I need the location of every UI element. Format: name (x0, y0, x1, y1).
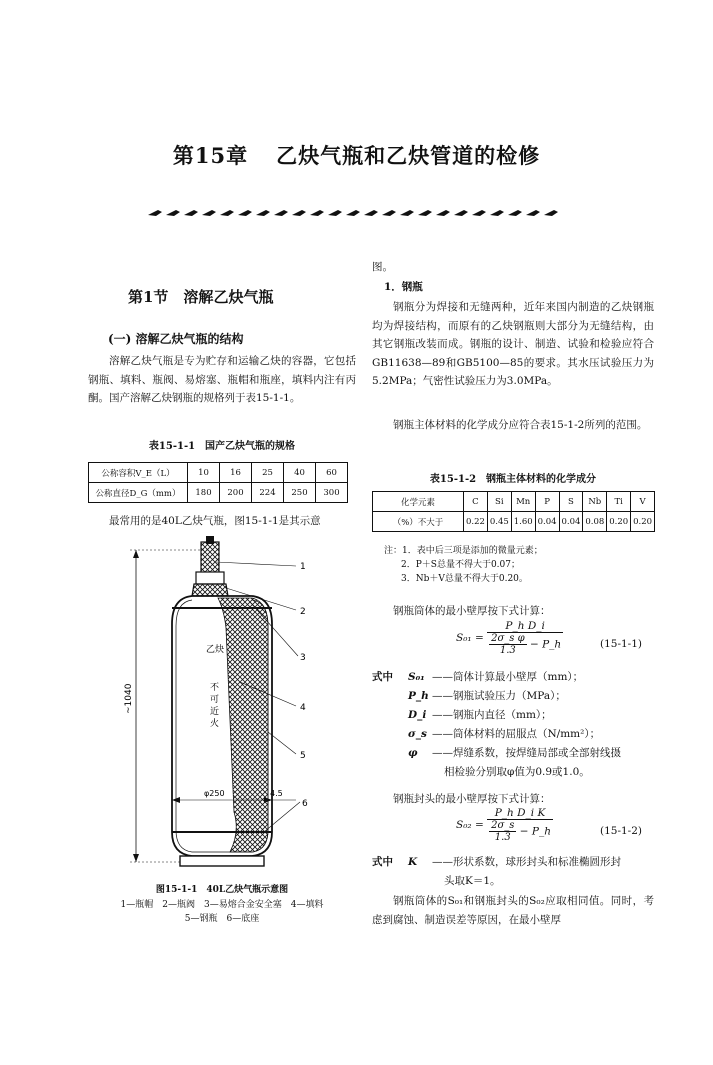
valve-neck (192, 584, 228, 596)
eq1-fraction (487, 620, 563, 656)
callout-2: 2 (300, 607, 306, 617)
paragraph-2: 钢瓶主体材料的化学成分应符合表15-1-2所列的范围。 (393, 419, 648, 431)
where-list-2 (372, 853, 662, 891)
subsection-title: (一) 溶解乙炔气瓶的结构 (108, 332, 244, 346)
eq1-inner-den: 1.3 (499, 645, 516, 656)
eq1-number: (15-1-1) (600, 638, 643, 650)
foot-ring (180, 856, 264, 866)
where-row: 式中 S₀₁ ——筒体计算最小壁厚（mm）； (372, 671, 584, 683)
chapter-number: 第15章 (172, 143, 249, 168)
eq1-minus: − P_h (529, 638, 562, 651)
warning-char: 不 (210, 683, 220, 693)
eq2-minus: − P_h (519, 825, 551, 838)
eq2-inner-num: 2σ_s (491, 820, 515, 831)
callout-5: 5 (300, 751, 306, 761)
warning-char: 可 (210, 695, 220, 705)
table-cell: P (535, 492, 559, 512)
equation-2 (456, 807, 553, 843)
chapter-title: 乙炔气瓶和乙炔管道的检修 (276, 143, 541, 168)
table-cell-label: 公称容积V_E（L） (89, 463, 188, 483)
where-row: φ ——焊缝系数，按焊缝局部或全部射线摄 (408, 747, 621, 759)
where-row: 相检验分别取φ值为0.9或1.0。 (444, 766, 590, 778)
table1-caption: 表15-1-1 国产乙炔气瓶的规格 (148, 441, 296, 452)
table-cell: 200 (220, 483, 252, 503)
callout-3: 3 (300, 653, 306, 663)
note-line: 注：1．表中后三项是添加的微量元素； (384, 546, 543, 556)
cylinder-figure (100, 532, 350, 877)
table-cell: 1.60 (511, 512, 535, 532)
table-cell: 40 (284, 463, 316, 483)
table-cell: Ti (607, 492, 631, 512)
table-cell: 0.08 (583, 512, 607, 532)
figure-caption: 图15-1-1 40L乙炔气瓶示意图 (155, 885, 289, 895)
paragraph-3: 钢瓶筒体的S₀₁和钢瓶封头的S₀₂应取相同值。同时，考虑到腐蚀、制造误差等原因，在最小壁厚 (372, 895, 654, 926)
equation-1 (456, 620, 563, 656)
eq1-inner-num: 2σ_s φ (491, 633, 525, 644)
eq2-inner-den: 1.3 (494, 832, 511, 843)
eq2-intro: 钢瓶封头的最小壁厚按下式计算： (393, 793, 551, 805)
table-cell: 0.04 (559, 512, 583, 532)
eq2-lhs: S₀₂ = (456, 819, 484, 831)
table-cell: 0.04 (535, 512, 559, 532)
table2-caption: 表15-1-2 钢瓶主体材料的化学成分 (429, 474, 597, 485)
table-cell: 0.20 (631, 512, 655, 532)
where-row: 式中 K ——形状系数，球形封头和标准椭圆形封 (372, 856, 621, 868)
eq1-intro: 钢瓶筒体的最小壁厚按下式计算： (393, 605, 551, 617)
table-cell: 10 (188, 463, 220, 483)
table-cell: 180 (188, 483, 220, 503)
table-cell: 224 (252, 483, 284, 503)
height-dimension: ~1040 (124, 683, 134, 714)
note-line: 3．Nb＋V总量不得大于0.20。 (401, 574, 528, 584)
intro-paragraph: 溶解乙炔气瓶是专为贮存和运输乙炔的容器，它包括钢瓶、填料、瓶阀、易熔塞、瓶帽和瓶座，填料内注有丙酮。国产溶解乙炔钢瓶的规格列于表15-1-1。 (88, 355, 356, 404)
table-cell: 25 (252, 463, 284, 483)
table-row (89, 483, 348, 503)
callout-4: 4 (300, 703, 306, 713)
eq1-lhs: S₀₁ = (456, 632, 484, 644)
table-cell: 16 (220, 463, 252, 483)
note-line: 2．P＋S总量不得大于0.07； (401, 560, 520, 570)
acetylene-label: 乙炔 (206, 645, 225, 655)
table-cell: 0.20 (607, 512, 631, 532)
eq2-denominator (487, 820, 553, 843)
table-notes (384, 544, 543, 586)
eq2-fraction (487, 807, 553, 843)
where-row: σ_s ——筒体材料的屈服点（N/mm²）； (408, 728, 601, 740)
table-cell: 250 (284, 483, 316, 503)
eq1-denominator (487, 633, 563, 656)
continued-text: 图。 (372, 261, 393, 273)
section-title: 第1节 溶解乙炔气瓶 (128, 288, 274, 306)
ornament-divider (148, 207, 568, 219)
table1-specs (88, 462, 348, 503)
table-cell: Mn (511, 492, 535, 512)
eq2-numerator: P_h D_i K (487, 807, 553, 820)
table-row (373, 492, 655, 512)
table-row (89, 463, 348, 483)
warning-char: 近 (210, 707, 220, 717)
eq1-numerator: P_h D_i (487, 620, 563, 633)
where-row: 头取K＝1。 (444, 875, 501, 887)
table-cell-label: 化学元素 (373, 492, 464, 512)
table-cell: Si (487, 492, 511, 512)
item1-heading: 1．钢瓶 (384, 281, 423, 293)
wall-dimension: 4.5 (270, 789, 283, 798)
table-cell: 300 (316, 483, 348, 503)
warning-char: 火 (210, 719, 220, 729)
table-cell: Nb (583, 492, 607, 512)
paragraph-1: 钢瓶分为焊接和无缝两种，近年来国内制造的乙炔钢瓶均为焊接结构，而原有的乙炔钢瓶则大部分为无缝结构，由其它钢瓶改装而成。钢瓶的设计、制造、试验和检验应符合GB11638—89和GB5100—85的要求。其水压试验压力为5.2MPa；气密性试验压力为3.0MPa。 (372, 301, 654, 387)
table-cell: 0.22 (464, 512, 488, 532)
cylinder-diagram (100, 532, 350, 877)
table-cell: 60 (316, 463, 348, 483)
after-table-text: 最常用的是40L乙炔气瓶，图15-1-1是其示意 (109, 515, 321, 527)
table-cell-label: 公称直径D_G（mm） (89, 483, 188, 503)
table-row (373, 512, 655, 532)
table-cell: 0.45 (487, 512, 511, 532)
where-list-1 (372, 668, 662, 782)
where-row: D_i ——钢瓶内直径（mm）； (408, 709, 552, 721)
callout-1: 1 (300, 562, 306, 572)
diameter-dimension: φ250 (204, 789, 225, 798)
chapter-heading (0, 140, 713, 170)
table-cell-label: （%）不大于 (373, 512, 464, 532)
where-row: P_h ——钢瓶试验压力（MPa）； (408, 690, 566, 702)
callout-6: 6 (302, 799, 308, 809)
figure-legend-line2: 5—钢瓶 6—底座 (184, 914, 260, 924)
table-cell: V (631, 492, 655, 512)
eq2-number: (15-1-2) (600, 825, 643, 837)
table-cell: S (559, 492, 583, 512)
table-cell: C (464, 492, 488, 512)
table2-composition (372, 491, 655, 532)
figure-legend-line1: 1—瓶帽 2—瓶阀 3—易熔合金安全塞 4—填料 (120, 900, 324, 910)
